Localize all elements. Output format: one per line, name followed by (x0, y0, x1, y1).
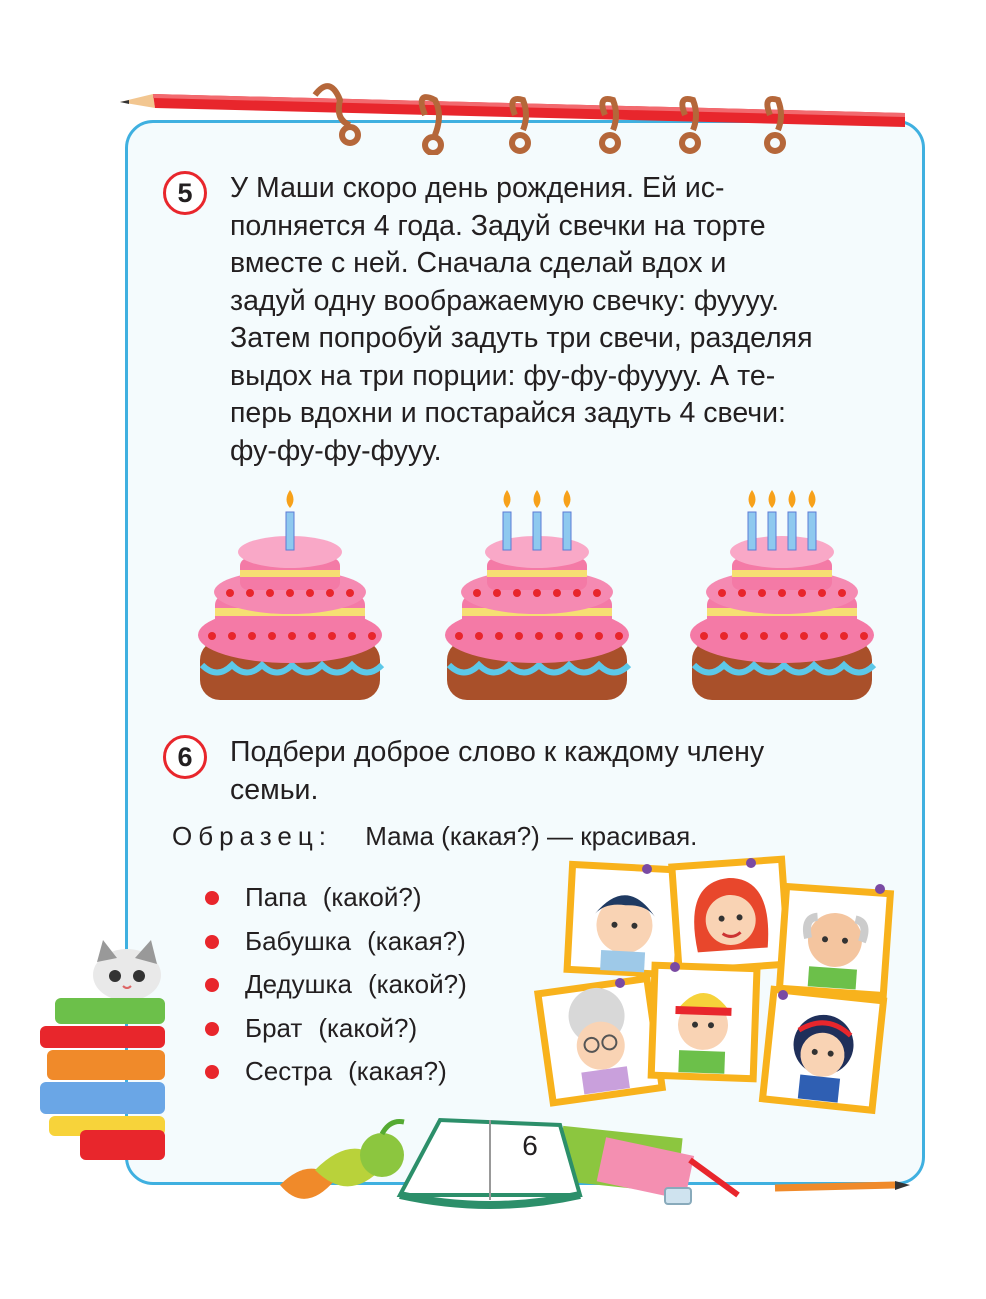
bullet-icon (205, 891, 219, 905)
bullet-icon (205, 978, 219, 992)
bullet-icon (205, 935, 219, 949)
pencil-and-rings-decoration (115, 75, 905, 155)
cake-one-candle (190, 480, 390, 720)
bullet-icon (205, 1065, 219, 1079)
task-6-line: Подбери доброе слово к каждому члену (230, 736, 765, 768)
grandmother-photo (538, 979, 662, 1103)
bottom-decoration (270, 1110, 910, 1220)
task-5-line: фу-фу-фу-фууу. (230, 434, 442, 467)
books-and-cat-decoration (35, 940, 175, 1165)
family-photos-collage (525, 855, 895, 1115)
task-5-text (230, 170, 885, 470)
task-6-text (230, 734, 885, 809)
sister-photo (763, 989, 884, 1110)
cake-four-candles (682, 480, 882, 720)
task-6-number: 6 (163, 735, 207, 779)
task-5-line: выдох на три порции: фу-фу-фуууу. А те- (230, 359, 776, 392)
bullet-icon (205, 1022, 219, 1036)
sample-answer (172, 818, 697, 854)
task-5-line: перь вдохни и постарайся задуть 4 свечи: (230, 397, 786, 429)
list-item: Бабушка (какая?) (205, 920, 467, 964)
sample-label: Образец: (172, 821, 332, 851)
task-5-line: вместе с ней. Сначала сделай вдох и (230, 247, 727, 279)
father-photo (567, 864, 682, 975)
list-item: Сестра (какая?) (205, 1050, 467, 1094)
list-item: Брат (какой?) (205, 1007, 467, 1051)
mother-photo (672, 859, 789, 971)
task-5-line: задуй одну воображаемую свечку: фуууу. (230, 284, 780, 317)
family-member-list (205, 876, 467, 1094)
list-item: Папа (какой?) (205, 876, 467, 920)
task-5-line: Затем попробуй задуть три свечи, разделяя (230, 322, 813, 354)
task-5-line: У Маши скоро день рождения. Ей ис- (230, 172, 725, 204)
task-5-line: полняется 4 года. Задуй свечки на торте (230, 209, 766, 242)
task-6-line: семьи. (230, 773, 319, 806)
sample-text: Мама (какая?) — красивая. (365, 821, 698, 851)
list-item: Дедушка (какой?) (205, 963, 467, 1007)
task-5-number: 5 (163, 171, 207, 215)
brother-photo (651, 965, 757, 1078)
cake-three-candles (437, 480, 637, 720)
page-number: 6 (522, 1130, 538, 1161)
grandfather-photo (779, 886, 890, 995)
